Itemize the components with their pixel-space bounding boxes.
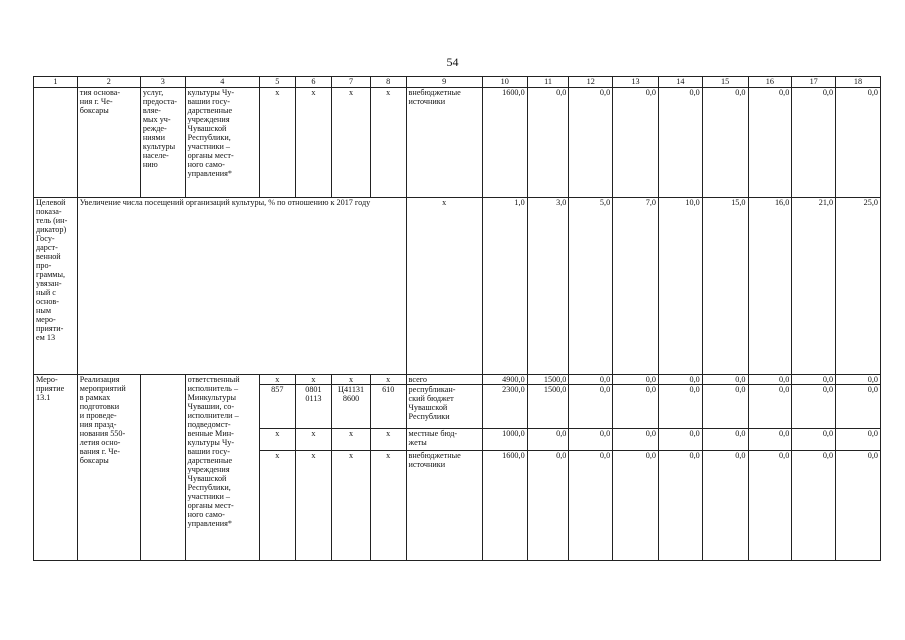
measure-c5: x <box>259 451 295 561</box>
measure-name: Реализация мероприятий в рамках подготовки и проведе- ния празд- нования 550- летия осно- вания г. Че- боксары <box>77 375 140 561</box>
indicator-label: Целевой показа- тель (ин- дикатор) Госу- дарст- венной про- граммы, увязан- ный с основ- ным меро- прияти- ем 13 <box>34 198 78 375</box>
measure-c8: x <box>370 451 406 561</box>
measure-source: внебюджетные источники <box>406 451 482 561</box>
measure-value: 0,0 <box>748 429 792 451</box>
column-header: 12 <box>569 77 613 88</box>
row-cont-value: 0,0 <box>702 88 748 198</box>
measure-service <box>140 375 185 561</box>
measure-value: 0,0 <box>792 451 836 561</box>
measure-value: 1000,0 <box>482 429 527 451</box>
row-cont-value: 0,0 <box>658 88 702 198</box>
indicator-value: 16,0 <box>748 198 792 375</box>
measure-value: 0,0 <box>792 385 836 429</box>
measure-value: 1600,0 <box>482 451 527 561</box>
table-row <box>34 375 881 385</box>
measure-value: 0,0 <box>748 451 792 561</box>
column-header: 11 <box>527 77 569 88</box>
measure-participants: ответственный исполнитель – Минкультуры Чувашии, со- исполнители – подведомст- венные Мин- культуры Чу- вашии госу- дарственные учреждения Чувашской Республики, участники – органы мест- ного само- управления* <box>185 375 259 561</box>
row-cont-source: внебюджетные источники <box>406 88 482 198</box>
measure-source: республикан- ский бюджет Чувашской Республики <box>406 385 482 429</box>
measure-value: 0,0 <box>527 451 569 561</box>
measure-value: 0,0 <box>658 375 702 385</box>
measure-c6: 0801 0113 <box>295 385 332 429</box>
indicator-value: 21,0 <box>792 198 836 375</box>
measure-value: 0,0 <box>748 375 792 385</box>
indicator-value: 25,0 <box>836 198 881 375</box>
measure-c5: 857 <box>259 385 295 429</box>
column-header: 9 <box>406 77 482 88</box>
column-header: 2 <box>77 77 140 88</box>
measure-c5: x <box>259 429 295 451</box>
measure-value: 0,0 <box>569 429 613 451</box>
page-number: 54 <box>446 55 459 69</box>
row-cont-c7: x <box>332 88 371 198</box>
measure-value: 0,0 <box>569 385 613 429</box>
measure-c7: x <box>332 451 371 561</box>
measure-value: 0,0 <box>613 385 659 429</box>
measure-value: 2300,0 <box>482 385 527 429</box>
column-header: 7 <box>332 77 371 88</box>
indicator-value: 5,0 <box>569 198 613 375</box>
measure-value: 0,0 <box>658 451 702 561</box>
measure-value: 0,0 <box>613 375 659 385</box>
row-cont-service: услуг, предоста- вляе- мых уч- режде- ниями культуры населе- нию <box>140 88 185 198</box>
row-cont-name: тия основа- ния г. Че- боксары <box>77 88 140 198</box>
row-cont-value: 0,0 <box>836 88 881 198</box>
measure-c5: x <box>259 375 295 385</box>
measure-value: 0,0 <box>836 429 881 451</box>
row-cont-value: 0,0 <box>569 88 613 198</box>
measure-value: 0,0 <box>836 451 881 561</box>
table-row <box>34 198 881 375</box>
measure-value: 0,0 <box>658 429 702 451</box>
column-header-row <box>34 77 881 88</box>
measure-c8: 610 <box>370 385 406 429</box>
column-header: 15 <box>702 77 748 88</box>
measure-value: 0,0 <box>613 451 659 561</box>
measure-c6: x <box>295 375 332 385</box>
column-header: 17 <box>792 77 836 88</box>
row-cont-value: 0,0 <box>792 88 836 198</box>
measure-value: 0,0 <box>658 385 702 429</box>
measure-c6: x <box>295 429 332 451</box>
indicator-text: Увеличение числа посещений организаций культуры, % по отношению к 2017 году <box>77 198 406 375</box>
measure-c7: x <box>332 429 371 451</box>
measure-value: 0,0 <box>702 385 748 429</box>
measure-label: Меро- приятие 13.1 <box>34 375 78 561</box>
column-header: 5 <box>259 77 295 88</box>
indicator-value: 7,0 <box>613 198 659 375</box>
column-header: 3 <box>140 77 185 88</box>
row-cont-value: 1600,0 <box>482 88 527 198</box>
measure-value: 4900,0 <box>482 375 527 385</box>
indicator-mark: x <box>406 198 482 375</box>
measure-value: 0,0 <box>836 375 881 385</box>
measure-value: 0,0 <box>702 429 748 451</box>
budget-table <box>33 76 881 561</box>
column-header: 18 <box>836 77 881 88</box>
column-header: 10 <box>482 77 527 88</box>
measure-source: всего <box>406 375 482 385</box>
measure-value: 0,0 <box>527 429 569 451</box>
row-cont-c5: x <box>259 88 295 198</box>
row-cont-value: 0,0 <box>527 88 569 198</box>
measure-value: 0,0 <box>569 375 613 385</box>
indicator-value: 3,0 <box>527 198 569 375</box>
row-cont-col1 <box>34 88 78 198</box>
column-header: 1 <box>34 77 78 88</box>
column-header: 6 <box>295 77 332 88</box>
row-cont-value: 0,0 <box>613 88 659 198</box>
column-header: 13 <box>613 77 659 88</box>
measure-c7: x <box>332 375 371 385</box>
measure-value: 1500,0 <box>527 385 569 429</box>
measure-value: 0,0 <box>792 429 836 451</box>
measure-value: 0,0 <box>613 429 659 451</box>
table-row <box>34 88 881 198</box>
measure-value: 0,0 <box>748 385 792 429</box>
measure-value: 0,0 <box>836 385 881 429</box>
row-cont-value: 0,0 <box>748 88 792 198</box>
measure-value: 0,0 <box>792 375 836 385</box>
measure-value: 1500,0 <box>527 375 569 385</box>
column-header: 8 <box>370 77 406 88</box>
row-cont-c6: x <box>295 88 332 198</box>
measure-c7: Ц41131 8600 <box>332 385 371 429</box>
measure-value: 0,0 <box>702 451 748 561</box>
measure-value: 0,0 <box>569 451 613 561</box>
measure-c8: x <box>370 429 406 451</box>
measure-c6: x <box>295 451 332 561</box>
measure-value: 0,0 <box>702 375 748 385</box>
column-header: 16 <box>748 77 792 88</box>
column-header: 4 <box>185 77 259 88</box>
indicator-value: 1,0 <box>482 198 527 375</box>
row-cont-participants: культуры Чу- вашии госу- дарственные учреждения Чувашской Республики, участники – органы мест- ного само- управления* <box>185 88 259 198</box>
indicator-value: 15,0 <box>702 198 748 375</box>
row-cont-c8: x <box>370 88 406 198</box>
measure-source: местные бюд- жеты <box>406 429 482 451</box>
column-header: 14 <box>658 77 702 88</box>
measure-c8: x <box>370 375 406 385</box>
indicator-value: 10,0 <box>658 198 702 375</box>
